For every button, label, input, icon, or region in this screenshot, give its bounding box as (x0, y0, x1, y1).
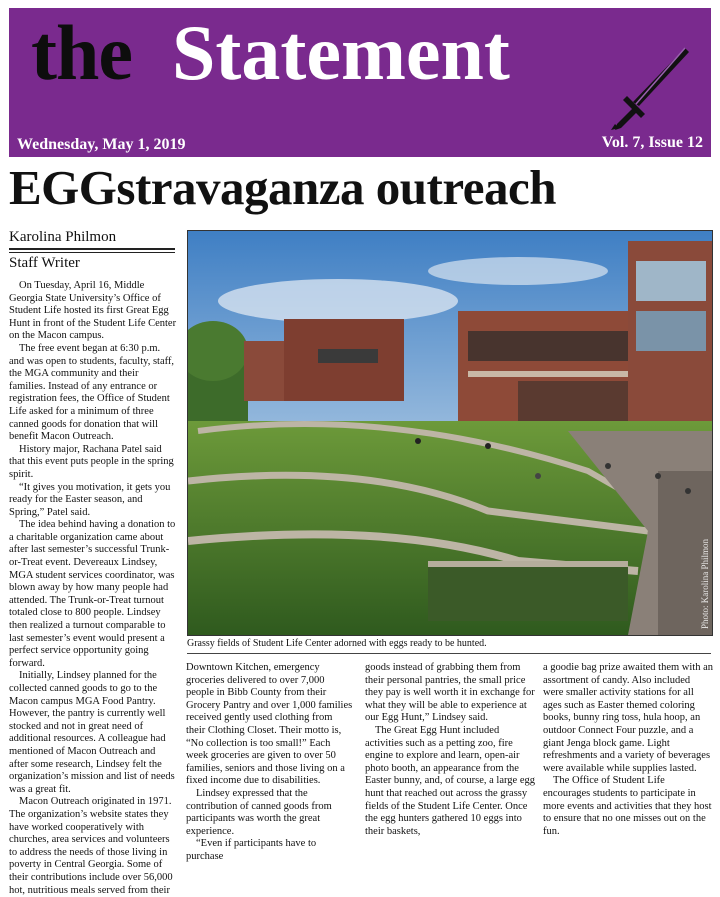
paragraph: The Great Egg Hunt included activities such as a petting zoo, fire engine to explore and learn, open-air photo booth, an appearance from the Easter bunny, and, of course, a large egg hunt that reached out across the grassy fields of the Student Life Center. Once the egg hunters gathered 10 eggs into their baskets, (365, 724, 535, 837)
quill-pen-icon (605, 44, 691, 134)
paragraph: Lindsey expressed that the contribution of canned goods from participants was worth the great experience. (186, 787, 332, 837)
paragraph: The idea behind having a donation to a charitable organization came about after last semester’s successful Trunk-or-Treat event. Devereaux Lindsey, MGA student services coordinator, was blown away by how many people had attended. The Trunk-or-Treat turnout totaled close to 800 people. Lindsey then realized a turnout comparable to last semester’s event would present a perfect service opportunity going forward. (9, 519, 176, 669)
paragraph: The free event began at 6:30 p.m. and was open to students, faculty, staff, the MGA community and their families. Instead of any entrance or registration fees, the Office of Student Life asked for a minimum of three canned goods for donation that will benefit Macon Outreach. (9, 342, 175, 443)
masthead (9, 8, 711, 157)
photo-caption: Grassy fields of Student Life Center adorned with eggs ready to be hunted. (187, 638, 487, 649)
paragraph: Macon Outreach originated in 1971. The organization’s website states they have worked cooperatively with churches, area services and volunteers to address the needs of those living in poverty in Central Georgia. Some of their contributions include over 56,000 hot, nutritious meals served from their (9, 796, 173, 896)
paragraph: History major, Rachana Patel said that this event puts people in the spring spirit. (9, 443, 174, 480)
photo-image (188, 231, 712, 635)
byline-divider-thin (9, 252, 175, 253)
article-column-4 (543, 662, 713, 838)
article-column-2 (186, 662, 354, 864)
paragraph: a goodie bag prize awaited them with an assortment of candy. Also included were smaller activity stations for all ages such as Easter themed coloring books, bunny ring toss, hula hoop, an outdoor Connect Four puzzle, and a giant Jenga block game. Light refreshments and a variety of beverages were available while supplies lasted. (543, 662, 713, 774)
paragraph: “Even if participants have to purchase (186, 838, 317, 862)
masthead-title-statement: Statement (172, 9, 510, 96)
paragraph: On Tuesday, April 16, Middle Georgia State University’s Office of Student Life hosted its first Great Egg Hunt in front of the Student Life Center on the Macon campus. (9, 280, 177, 342)
paragraph: goods instead of grabbing them from their personal pantries, the small price they pay is well worth it in exchange for what they will be able to experience at our Egg Hunt,” Lindsey said. (365, 662, 535, 724)
caption-divider (187, 653, 711, 654)
paragraph: Initially, Lindsey planned for the collected canned goods to go to the Macon campus MGA Food Pantry. However, the pantry is currently well stocked and not in great need of additional resources. A colleague had mentioned of Macon Outreach and after some research, Lindsey felt the organization’s mission and list of needs was a great fit. (9, 670, 175, 795)
article-column-1 (9, 280, 177, 897)
author-title: Staff Writer (9, 255, 80, 271)
paragraph: “It gives you motivation, it gets you ready for the Easter season, and Spring,” Patel said. (9, 481, 171, 518)
author-name: Karolina Philmon (9, 229, 117, 245)
photo-credit: Photo: Karolina Philmon (700, 539, 710, 629)
headline: EGGstravaganza outreach (9, 160, 556, 215)
issue-number: Vol. 7, Issue 12 (601, 134, 703, 151)
article-photo (187, 230, 713, 636)
paragraph: The Office of Student Life encourages students to participate in more events and activities that they host to ensure that no one misses out on the fun. (543, 775, 712, 837)
issue-date: Wednesday, May 1, 2019 (17, 136, 186, 153)
article-column-3 (365, 662, 535, 838)
byline-divider (9, 248, 175, 250)
masthead-title-the: the (31, 9, 132, 96)
paragraph: Downtown Kitchen, emergency groceries delivered to over 7,000 people in Bibb County from their Grocery Pantry and over 1,000 families received gently used clothing from their Clothing Closet. Their motto is, “No collection is too small!” Each week groceries are given to over 50 families, seniors and those living on a fixed income due to disabilities. (186, 662, 353, 787)
